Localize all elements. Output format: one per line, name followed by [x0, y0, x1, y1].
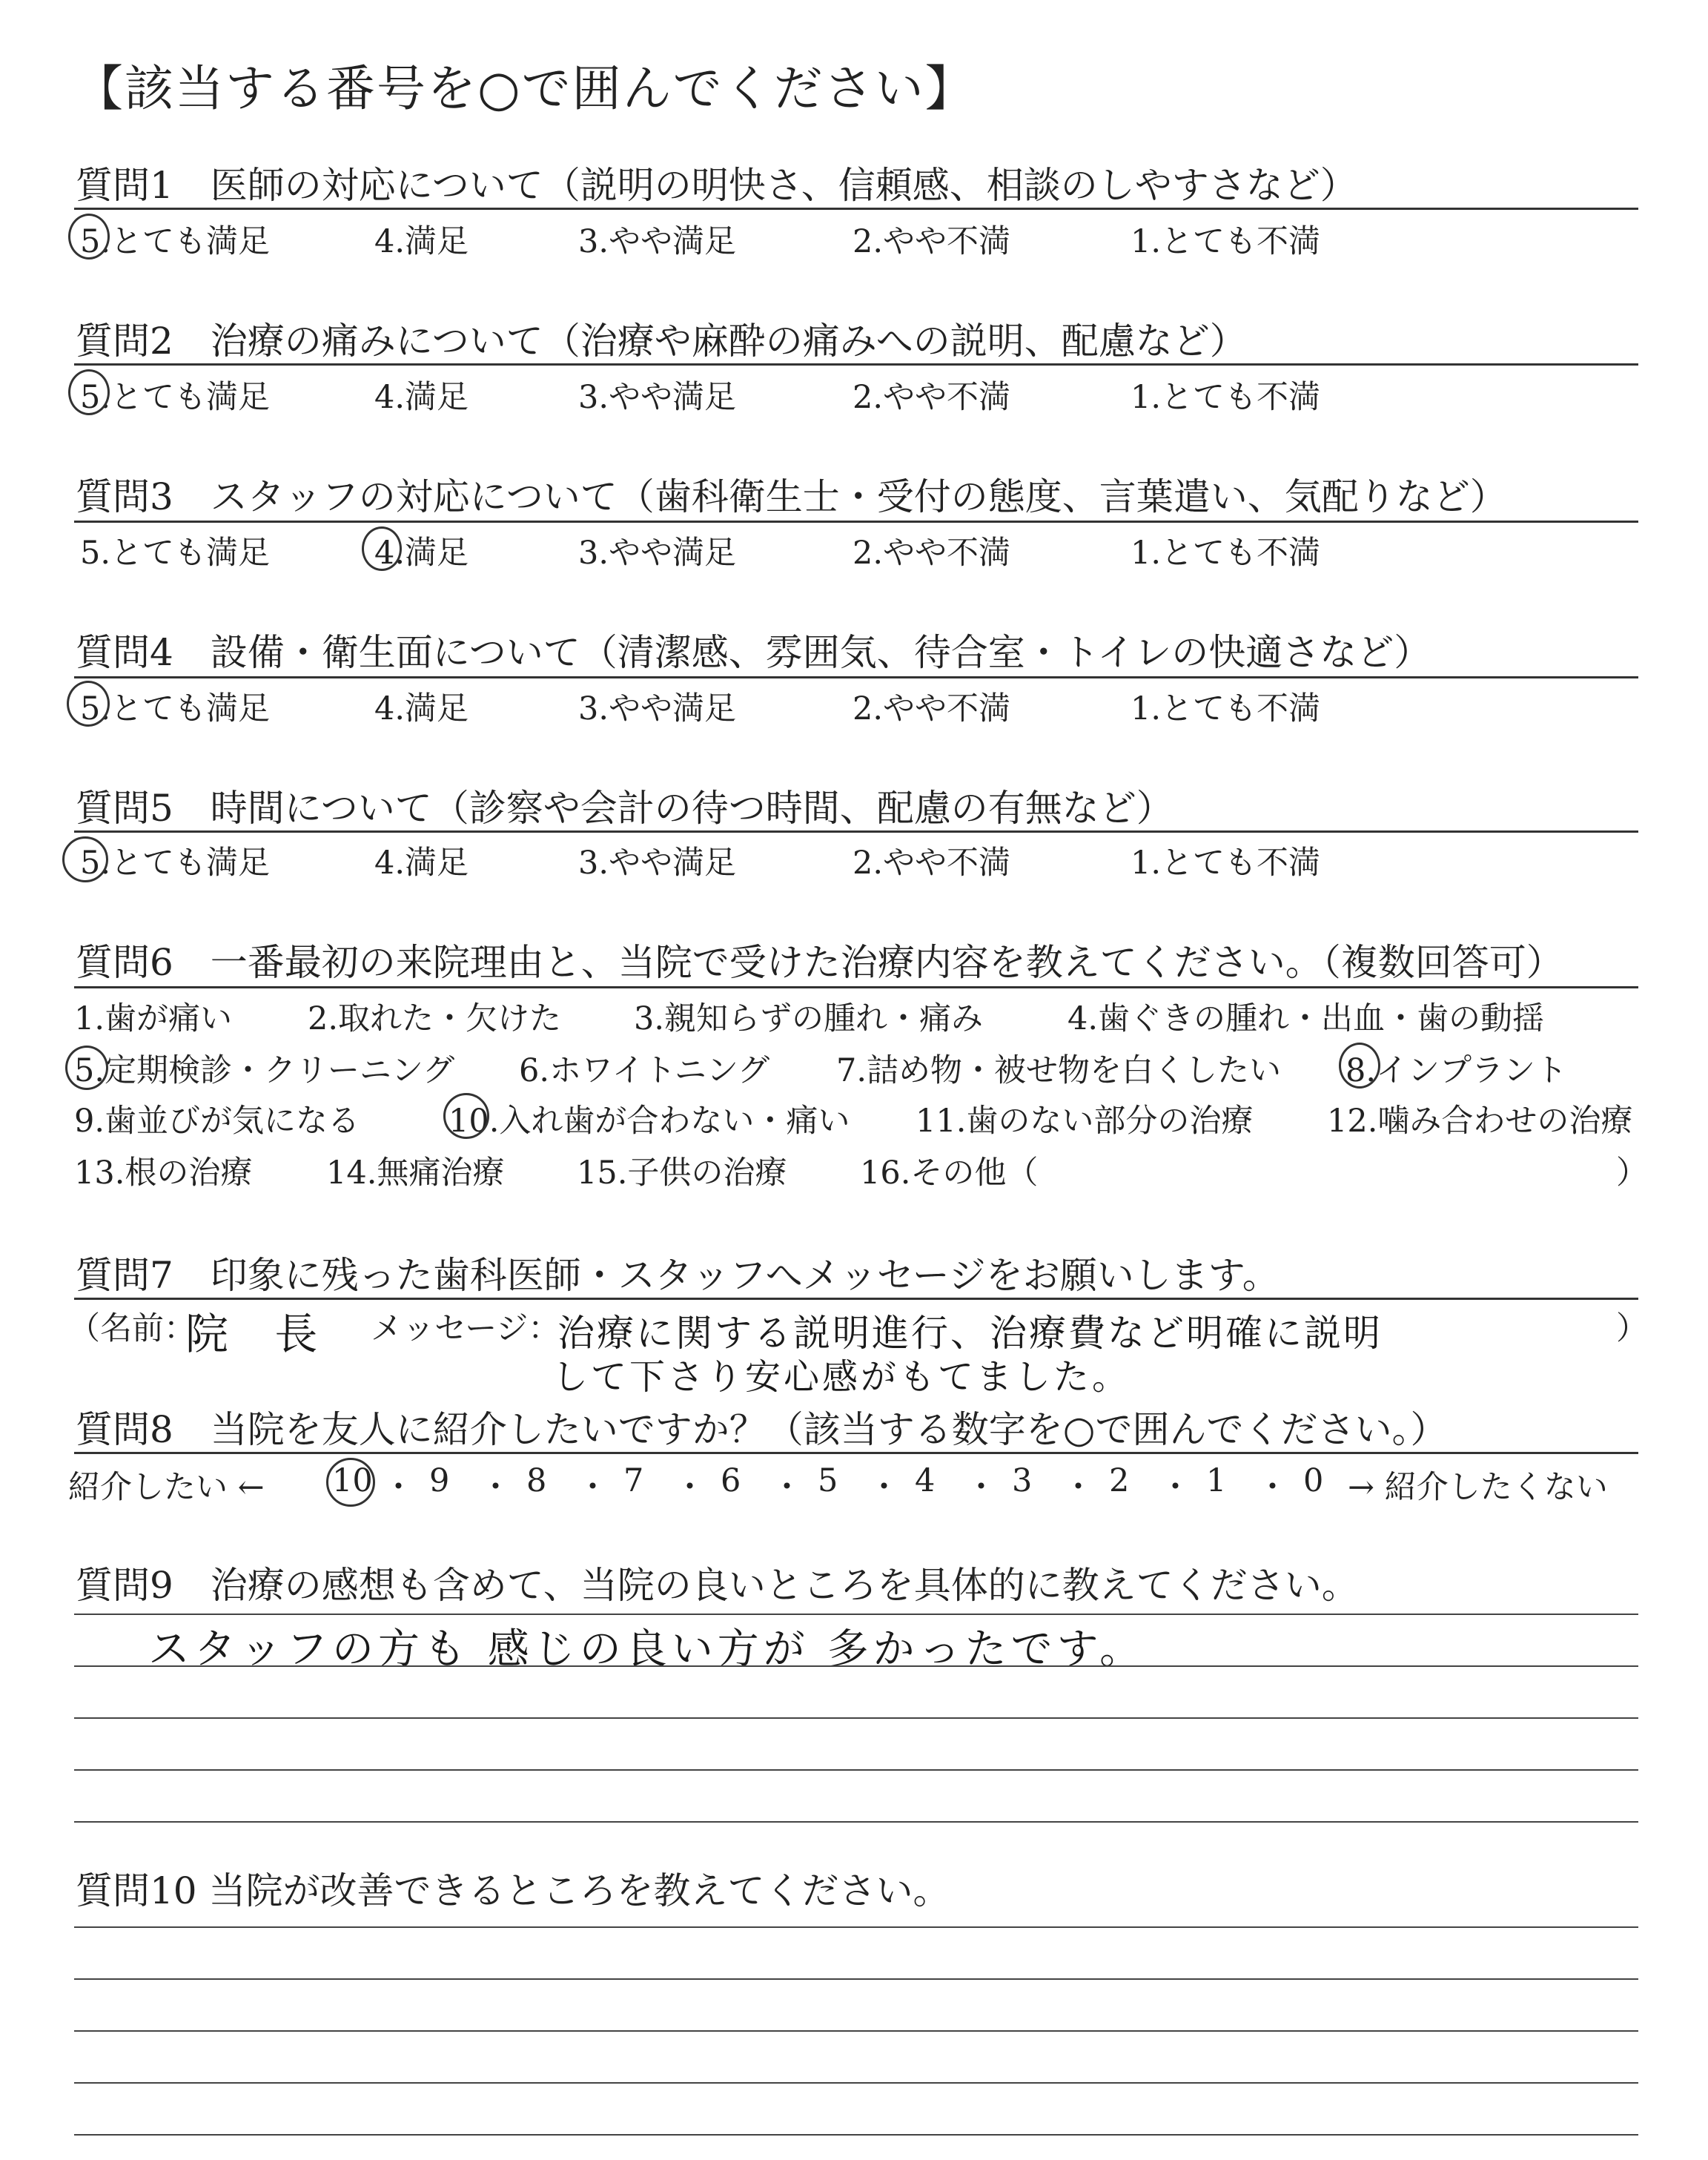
- q6-option-16[interactable]: 16.その他（: [860, 1155, 1039, 1192]
- q6-selection-circle-8: [1339, 1043, 1380, 1089]
- q7-name-handwritten[interactable]: 院 長: [185, 1309, 334, 1359]
- q1-option-4[interactable]: 4.満足: [374, 223, 469, 260]
- question-3-title: 質問3 スタッフの対応について（歯科衛生士・受付の態度、言葉遣い、気配りなど）: [76, 475, 1507, 518]
- q8-scale-separator: ・: [383, 1469, 414, 1506]
- q8-scale-9[interactable]: 9: [429, 1462, 450, 1499]
- q1-option-5[interactable]: 5.とても満足: [80, 223, 271, 260]
- q8-scale-separator: ・: [965, 1469, 997, 1506]
- q4-selection-circle: [67, 681, 110, 727]
- q7-close-paren: ）: [1616, 1310, 1648, 1347]
- q5-option-5[interactable]: 5.とても満足: [80, 845, 271, 882]
- q8-scale-3[interactable]: 3: [1012, 1462, 1033, 1499]
- q8-scale-1[interactable]: 1: [1206, 1462, 1227, 1499]
- q6-option-10[interactable]: 10.入れ歯が合わない・痛い: [448, 1103, 850, 1140]
- q8-scale-5[interactable]: 5: [818, 1462, 838, 1499]
- q8-scale-7[interactable]: 7: [623, 1462, 644, 1499]
- q3-option-2[interactable]: 2.やや不満: [853, 535, 1011, 572]
- q1-option-2[interactable]: 2.やや不満: [853, 223, 1011, 260]
- q6-option-3[interactable]: 3.親知らずの腫れ・痛み: [634, 1000, 984, 1037]
- q2-option-4[interactable]: 4.満足: [374, 379, 469, 416]
- q1-option-1[interactable]: 1.とても不満: [1131, 223, 1321, 260]
- q6-option-11[interactable]: 11.歯のない部分の治療: [916, 1103, 1254, 1140]
- q9-write-line-1: [74, 1614, 1638, 1615]
- question-4-title: 質問4 設備・衛生面について（清潔感、雰囲気、待合室・トイレの快適さなど）: [76, 631, 1431, 674]
- q4-option-5[interactable]: 5.とても満足: [80, 690, 271, 727]
- q9-write-line-4: [74, 1769, 1638, 1771]
- q3-option-4[interactable]: 4.満足: [374, 535, 469, 572]
- q4-option-1[interactable]: 1.とても不満: [1131, 690, 1321, 727]
- q8-scale-separator: ・: [771, 1469, 803, 1506]
- q10-write-line-5: [74, 2134, 1638, 2136]
- q10-write-line-4: [74, 2082, 1638, 2084]
- q4-option-2[interactable]: 2.やや不満: [853, 690, 1011, 727]
- q5-option-4[interactable]: 4.満足: [374, 845, 469, 882]
- q10-write-line-2: [74, 1978, 1638, 1980]
- question-5-rule: [74, 830, 1638, 833]
- question-1-title: 質問1 医師の対応について（説明の明快さ、信頼感、相談のしやすさなど）: [76, 164, 1357, 207]
- q8-scale-separator: ・: [1257, 1469, 1288, 1506]
- q2-option-5[interactable]: 5.とても満足: [80, 379, 271, 416]
- q8-right-label: → 紹介したくない: [1348, 1469, 1608, 1506]
- q3-option-1[interactable]: 1.とても不満: [1131, 535, 1321, 572]
- q6-other-close: ）: [1616, 1155, 1648, 1192]
- q6-option-8[interactable]: 8.インプラント: [1345, 1052, 1568, 1089]
- q7-message-handwritten-line2[interactable]: して下さり安心感がもてました。: [552, 1356, 1131, 1398]
- q10-write-line-1: [74, 1926, 1638, 1928]
- question-8-title: 質問8 当院を友人に紹介したいですか？（該当する数字を○で囲んでください。）: [76, 1408, 1448, 1451]
- q8-left-label: 紹介したい ←: [68, 1469, 265, 1506]
- q8-scale-8[interactable]: 8: [526, 1462, 547, 1499]
- q8-scale-separator: ・: [1062, 1469, 1094, 1506]
- q3-selection-circle: [362, 526, 402, 571]
- q5-option-1[interactable]: 1.とても不満: [1131, 845, 1321, 882]
- q2-option-2[interactable]: 2.やや不満: [853, 379, 1011, 416]
- q8-scale-6[interactable]: 6: [721, 1462, 741, 1499]
- question-4-rule: [74, 676, 1638, 678]
- q7-message-handwritten-line1[interactable]: 治療に関する説明進行、治療費など明確に説明: [557, 1312, 1383, 1355]
- question-6-rule: [74, 986, 1638, 988]
- q6-option-2[interactable]: 2.取れた・欠けた: [308, 1000, 562, 1037]
- q2-selection-circle: [68, 369, 110, 415]
- q9-write-line-2: [74, 1665, 1638, 1667]
- q1-selection-circle: [68, 214, 110, 260]
- q6-option-7[interactable]: 7.詰め物・被せ物を白くしたい: [836, 1052, 1282, 1089]
- q3-option-5[interactable]: 5.とても満足: [80, 535, 271, 572]
- q5-option-3[interactable]: 3.やや満足: [578, 845, 737, 882]
- q4-option-4[interactable]: 4.満足: [374, 690, 469, 727]
- question-9-title: 質問9 治療の感想も含めて、当院の良いところを具体的に教えてください。: [76, 1564, 1359, 1607]
- q6-option-4[interactable]: 4.歯ぐきの腫れ・出血・歯の動揺: [1068, 1000, 1545, 1037]
- q7-message-label: メッセージ：: [371, 1310, 560, 1347]
- question-2-rule: [74, 363, 1638, 366]
- q6-option-6[interactable]: 6.ホワイトニング: [519, 1052, 770, 1089]
- q8-scale-separator: ・: [577, 1469, 609, 1506]
- q7-name-label: （名前：: [68, 1310, 196, 1347]
- question-1-rule: [74, 208, 1638, 210]
- q6-option-14[interactable]: 14.無痛治療: [326, 1155, 505, 1192]
- q10-write-line-3: [74, 2030, 1638, 2032]
- q3-option-3[interactable]: 3.やや満足: [578, 535, 737, 572]
- q6-option-5[interactable]: 5.定期検診・クリーニング: [74, 1052, 455, 1089]
- q6-option-15[interactable]: 15.子供の治療: [577, 1155, 787, 1192]
- q9-write-line-3: [74, 1717, 1638, 1719]
- question-2-title: 質問2 治療の痛みについて（治療や麻酔の痛みへの説明、配慮など）: [76, 320, 1247, 363]
- form-header: 【該当する番号を○で囲んでください】: [74, 60, 976, 117]
- q9-answer-handwritten[interactable]: スタッフの方も 感じの良い方が 多かったです。: [148, 1625, 1146, 1674]
- q6-selection-circle-10: [443, 1093, 489, 1139]
- q6-option-13[interactable]: 13.根の治療: [74, 1155, 253, 1192]
- q6-option-9[interactable]: 9.歯並びが気になる: [74, 1103, 360, 1140]
- q4-option-3[interactable]: 3.やや満足: [578, 690, 737, 727]
- q6-selection-circle-5: [65, 1046, 108, 1090]
- q8-scale-2[interactable]: 2: [1109, 1462, 1130, 1499]
- q9-write-line-5: [74, 1821, 1638, 1823]
- question-6-title: 質問6 一番最初の来院理由と、当院で受けた治療内容を教えてください。（複数回答可）: [76, 941, 1563, 984]
- question-8-rule: [74, 1452, 1638, 1454]
- q8-scale-separator: ・: [868, 1469, 900, 1506]
- question-7-title: 質問7 印象に残った歯科医師・スタッフへメッセージをお願いします。: [76, 1254, 1280, 1297]
- question-3-rule: [74, 521, 1638, 523]
- q8-scale-4[interactable]: 4: [915, 1462, 936, 1499]
- q8-scale-separator: ・: [1159, 1469, 1191, 1506]
- q5-selection-circle: [62, 836, 108, 882]
- q5-option-2[interactable]: 2.やや不満: [853, 845, 1011, 882]
- q2-option-1[interactable]: 1.とても不満: [1131, 379, 1321, 416]
- question-5-title: 質問5 時間について（診察や会計の待つ時間、配慮の有無など）: [76, 787, 1174, 830]
- q1-option-3[interactable]: 3.やや満足: [578, 223, 737, 260]
- q8-scale-separator: ・: [674, 1469, 706, 1506]
- q8-selection-circle: [326, 1458, 375, 1507]
- q6-option-1[interactable]: 1.歯が痛い: [74, 1000, 233, 1037]
- q2-option-3[interactable]: 3.やや満足: [578, 379, 737, 416]
- question-10-title: 質問10 当院が改善できるところを教えてください。: [76, 1869, 950, 1912]
- q8-scale-10[interactable]: 10: [332, 1462, 373, 1499]
- q8-scale-0[interactable]: 0: [1303, 1462, 1324, 1499]
- q8-scale-separator: ・: [480, 1469, 512, 1506]
- q6-option-12[interactable]: 12.噛み合わせの治療: [1327, 1103, 1633, 1140]
